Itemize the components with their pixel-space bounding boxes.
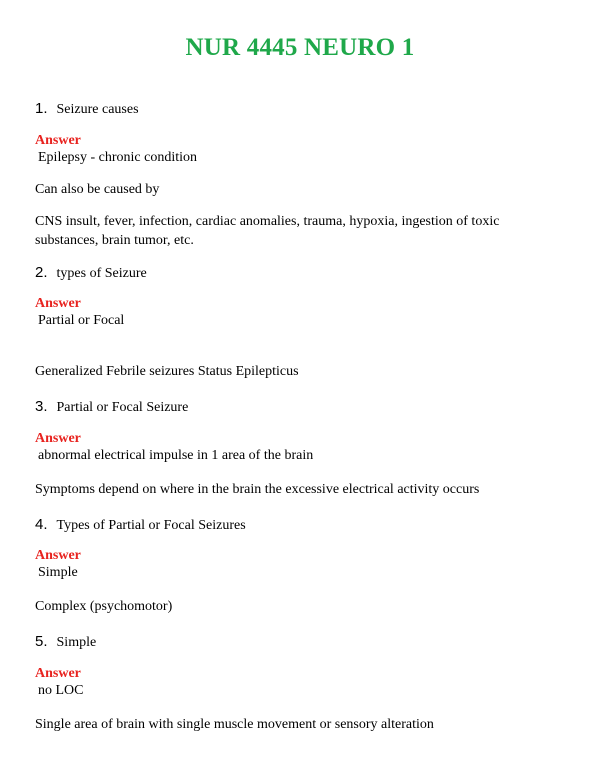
answer-line: Partial or Focal	[38, 313, 125, 328]
answer-line: Epilepsy - chronic condition	[38, 150, 198, 165]
answer-label: Answer	[35, 296, 81, 311]
question-number: 1.	[35, 100, 48, 117]
question-1	[35, 100, 139, 119]
question-number: 4.	[35, 516, 48, 533]
answer-line: Can also be caused by	[35, 182, 160, 197]
answer-line: Symptoms depend on where in the brain the excessive electrical activity occurs	[35, 482, 480, 497]
question-text: Types of Partial or Focal Seizures	[56, 518, 246, 533]
question-text: Simple	[56, 635, 97, 650]
answer-line: CNS insult, fever, infection, cardiac anomalies, trauma, hypoxia, ingestion of toxic substances, brain tumor, etc.	[35, 214, 500, 248]
answer-label: Answer	[35, 431, 81, 446]
question-5	[35, 633, 96, 652]
answer-label: Answer	[35, 133, 81, 148]
answer-line: Complex (psychomotor)	[35, 599, 173, 614]
answer-line: Single area of brain with single muscle movement or sensory alteration	[35, 717, 434, 732]
question-3	[35, 398, 188, 417]
answer-label: Answer	[35, 666, 81, 681]
answer-label: Answer	[35, 548, 81, 563]
page-title: NUR 4445 NEURO 1	[185, 34, 415, 61]
answer-line: no LOC	[38, 683, 84, 698]
question-text: Partial or Focal Seizure	[56, 400, 189, 415]
question-number: 5.	[35, 633, 48, 650]
question-2	[35, 264, 147, 283]
question-text: Seizure causes	[56, 102, 139, 117]
answer-line: abnormal electrical impulse in 1 area of the brain	[38, 448, 314, 463]
question-4	[35, 516, 246, 535]
answer-line: Generalized Febrile seizures Status Epilepticus	[35, 364, 299, 379]
question-text: types of Seizure	[56, 266, 147, 281]
question-number: 3.	[35, 398, 48, 415]
question-number: 2.	[35, 264, 48, 281]
answer-line: Simple	[38, 565, 78, 580]
